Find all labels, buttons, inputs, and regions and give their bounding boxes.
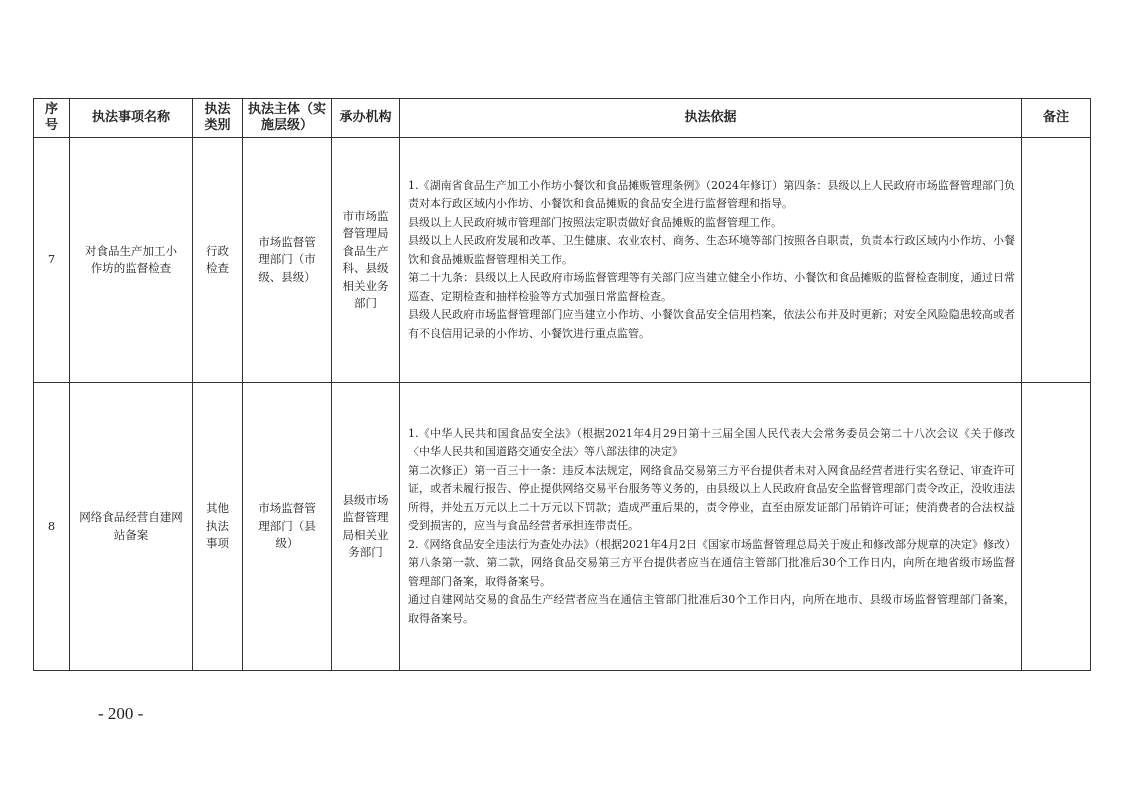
cell-item-name: 对食品生产加工小作坊的监督检查 [70, 138, 193, 383]
header-remarks: 备注 [1022, 99, 1091, 138]
cell-subject: 市场监督管理部门（县级） [243, 383, 332, 671]
header-item-name: 执法事项名称 [70, 99, 193, 138]
header-basis: 执法依据 [400, 99, 1022, 138]
cell-seq: 8 [34, 383, 70, 671]
cell-organ: 市市场监督管理局食品生产科、县级相关业务部门 [332, 138, 400, 383]
cell-basis [400, 383, 1022, 671]
header-seq: 序号 [34, 99, 70, 138]
basis-paragraph: 县级人民政府市场监督管理部门应当建立小作坊、小餐饮食品安全信用档案，依法公布并及时更新；对安全风险隐患较高或者有不良信用记录的小作坊、小餐饮进行重点监管。 [408, 308, 1015, 340]
cell-item-name: 网络食品经营自建网站备案 [70, 383, 193, 671]
table-row [34, 383, 1091, 671]
basis-paragraph: 县级以上人民政府城市管理部门按照法定职责做好食品摊贩的监督管理工作。 [408, 215, 782, 229]
basis-paragraph: 第二次修正）第一百三十一条：违反本法规定，网络食品交易第三方平台提供者未对入网食品经营者进行实名登记、审查许可证，或者未履行报告、停止提供网络交易平台服务等义务的，由县级以上人民政府食品安全监督管理部门责令改正，没收违法所得，并处五万元以上二十万元以下罚款；造成严重后果的，责令停业，直至由原发证部门吊销许可证；使消费者的合法权益受到损害的，应当与食品经营者承担连带责任。 [408, 463, 1015, 533]
cell-remarks [1022, 138, 1091, 383]
page-number: - 200 - [98, 704, 144, 723]
basis-paragraph: 县级以上人民政府发展和改革、卫生健康、农业农村、商务、生态环境等部门按照各自职责，负责本行政区域内小作坊、小餐饮和食品摊贩监督管理相关工作。 [408, 234, 1015, 266]
cell-seq: 7 [34, 138, 70, 383]
basis-paragraph: 2.《网络食品安全违法行为查处办法》（根据2021年4月2日《国家市场监督管理总局关于废止和修改部分规章的决定》修改） [408, 537, 1016, 551]
cell-organ: 县级市场监督管理局相关业务部门 [332, 383, 400, 671]
table-header-row [34, 99, 1091, 138]
cell-remarks [1022, 383, 1091, 671]
basis-paragraph: 通过自建网站交易的食品生产经营者应当在通信主管部门批准后30个工作日内，向所在地市、县级市场监督管理部门备案，取得备案号。 [408, 593, 1015, 625]
basis-paragraph: 1.《中华人民共和国食品安全法》（根据2021年4月29日第十三届全国人民代表大会常务委员会第二十八次会议《关于修改〈中华人民共和国道路交通安全法〉等八部法律的决定》 [408, 426, 1015, 459]
table-row [34, 138, 1091, 383]
enforcement-items-table [33, 98, 1091, 671]
cell-basis [400, 138, 1022, 383]
basis-paragraph: 第二十九条：县级以上人民政府市场监督管理等有关部门应当建立健全小作坊、小餐饮和食品摊贩的监督检查制度，通过日常巡查、定期检查和抽样检验等方式加强日常监督检查。 [408, 271, 1015, 303]
cell-category: 行政检查 [193, 138, 243, 383]
basis-paragraph: 第八条第一款、第二款，网络食品交易第三方平台提供者应当在通信主管部门批准后30个工作日内，向所在地省级市场监督管理部门备案，取得备案号。 [408, 556, 1015, 588]
basis-paragraph: 1.《湖南省食品生产加工小作坊小餐饮和食品摊贩管理条例》（2024年修订）第四条：县级以上人民政府市场监督管理部门负责对本行政区域内小作坊、小餐饮和食品摊贩的食品安全进行监督管理和指导。 [408, 178, 1015, 211]
header-organ: 承办机构 [332, 99, 400, 138]
cell-subject: 市场监督管理部门（市级、县级） [243, 138, 332, 383]
header-category: 执法类别 [193, 99, 243, 138]
cell-category: 其他执法事项 [193, 383, 243, 671]
header-subject: 执法主体（实施层级） [243, 99, 332, 138]
